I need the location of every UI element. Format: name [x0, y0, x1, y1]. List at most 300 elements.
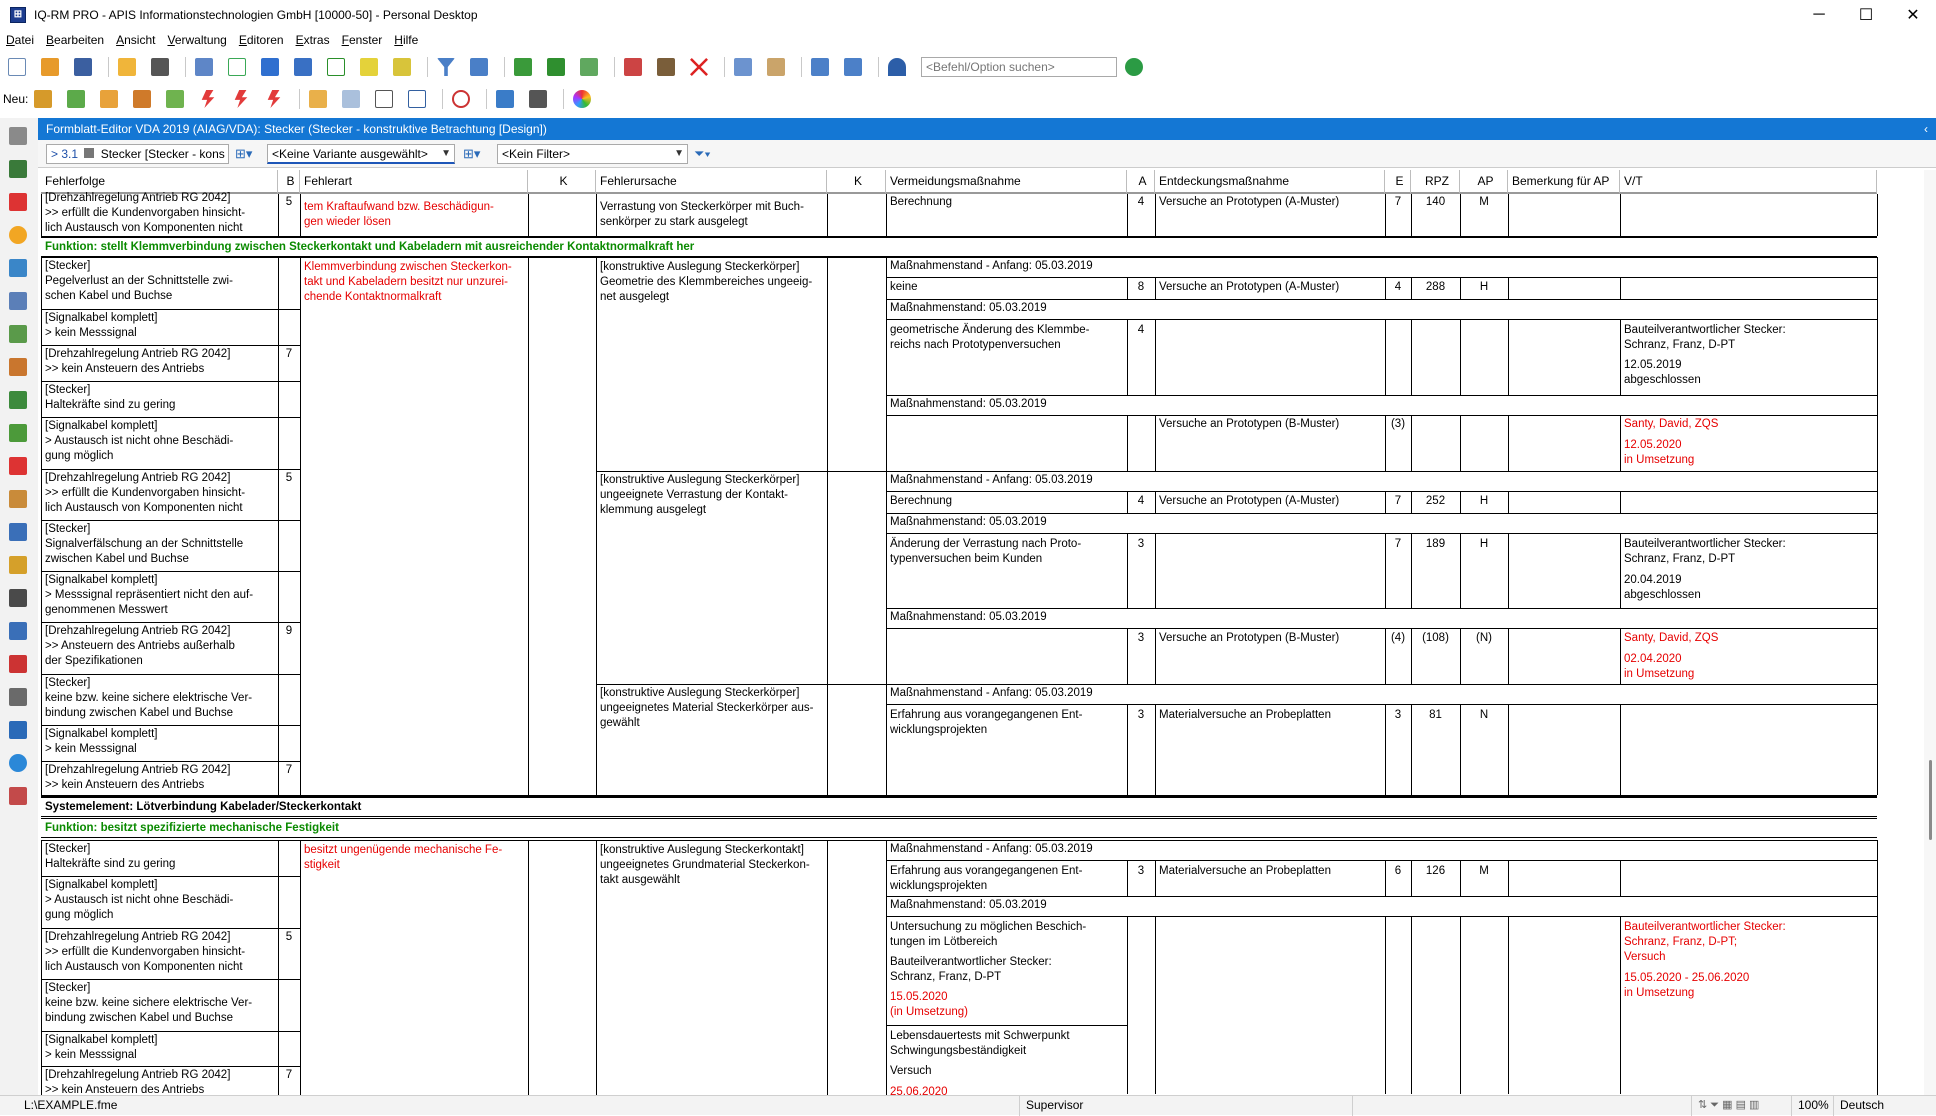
grid-line	[1411, 491, 1412, 513]
filter-settings-icon	[470, 58, 488, 76]
rpz-cell[interactable]: 288	[1425, 281, 1446, 293]
col-bemerkung-header[interactable]: Bemerkung für AP	[1508, 170, 1620, 194]
side-info-button[interactable]	[5, 751, 31, 775]
note-button[interactable]	[356, 55, 382, 79]
side-struct-button[interactable]	[5, 355, 31, 379]
side-add-button[interactable]	[5, 190, 31, 214]
function-row[interactable]: Funktion: besitzt spezifizierte mechanische Festigkeit	[41, 818, 1877, 838]
col-fehlerart-header[interactable]: Fehlerart	[300, 170, 528, 194]
measure-status-row[interactable]: Maßnahmenstand - Anfang: 05.03.2019	[890, 474, 1093, 486]
variant-tree-icon[interactable]: ⊞▾	[463, 145, 481, 161]
failure-effect-cell[interactable]: [Drehzahlregelung Antrieb RG 2042] >> erfüllt die Kundenvorgaben hinsicht- lich Austausch von Komponenten nicht	[45, 192, 246, 234]
menu-verwaltung[interactable]: Verwaltung	[167, 33, 227, 47]
ap-cell[interactable]: M	[1479, 196, 1489, 208]
xs-icon	[327, 58, 345, 76]
failure-cause-cell[interactable]: [konstruktive Auslegung Steckerkörper] ungeeignete Verrastung der Kontakt- klemmung ausgelegt	[600, 474, 800, 516]
minimize-button[interactable]: ─	[1813, 6, 1825, 23]
failure-effect-cell[interactable]: [Drehzahlregelung Antrieb RG 2042] >> kein Ansteuern des Antriebs	[45, 348, 231, 375]
status-icons[interactable]: ⇅ ⏷ ▦ ▤ ▥	[1692, 1096, 1792, 1116]
menu-ansicht[interactable]: Ansicht	[116, 33, 156, 47]
status-cell[interactable]: 25.06.2020	[890, 1086, 948, 1095]
severity-cell[interactable]: 7	[285, 1069, 293, 1081]
element-icon	[34, 90, 52, 108]
prevention-cell[interactable]: keine	[890, 281, 918, 293]
detection-cell[interactable]: 6	[1394, 865, 1402, 877]
ap-cell[interactable]: H	[1479, 495, 1489, 507]
grid-line	[1385, 277, 1386, 299]
failure-cause-cell[interactable]: [konstruktive Auslegung Steckerkörper] ungeeignetes Material Steckerkörper aus- gewählt	[600, 687, 814, 729]
rpz-cell[interactable]: 81	[1429, 709, 1442, 721]
side-func-net-button[interactable]	[5, 421, 31, 445]
filter-funnel-icon[interactable]: ⏷▾	[694, 145, 711, 161]
overview-icon	[9, 127, 27, 145]
status-cell[interactable]: 20.04.2019 abgeschlossen	[1624, 574, 1701, 601]
row-border	[41, 876, 300, 877]
col-e-header[interactable]: E	[1385, 170, 1411, 194]
col-rpz-header[interactable]: RPZ	[1411, 170, 1460, 194]
status-cell[interactable]: 15.05.2020 - 25.06.2020 in Umsetzung	[1624, 972, 1750, 999]
grid-line	[1155, 533, 1156, 608]
side-bar-chart-button[interactable]	[5, 652, 31, 676]
sort-az-icon	[261, 58, 279, 76]
occurrence-cell[interactable]: 3	[1137, 709, 1145, 721]
checklist-icon	[195, 58, 213, 76]
side-checklist-button[interactable]	[5, 256, 31, 280]
find-button[interactable]	[404, 87, 430, 111]
structure-tree-icon	[9, 358, 27, 376]
navigation-combo[interactable]	[46, 144, 229, 164]
severity-cell[interactable]: 5	[285, 931, 293, 943]
editor-title: Formblatt-Editor VDA 2019 (AIAG/VDA): Stecker (Stecker - konstruktive Betrachtung [Design])	[46, 122, 547, 136]
note2-button[interactable]	[389, 55, 415, 79]
new-failure-button[interactable]	[195, 87, 221, 111]
arrow-down-icon	[844, 58, 862, 76]
detection-measure-cell[interactable]: Materialversuche an Probeplatten	[1159, 865, 1331, 877]
grid-line	[1460, 916, 1461, 1094]
new-failure2-button[interactable]	[228, 87, 254, 111]
responsible-cell[interactable]: Bauteilverantwortlicher Stecker: Schranz, Franz, D-PT	[1624, 538, 1786, 565]
grid-line	[1411, 194, 1412, 236]
side-chart-button[interactable]	[5, 553, 31, 577]
measure-status-row[interactable]: Maßnahmenstand: 05.03.2019	[890, 899, 1047, 911]
structure-button[interactable]	[525, 87, 551, 111]
row-border	[41, 309, 300, 310]
grid-line	[596, 257, 597, 795]
failure-mode-cell[interactable]: besitzt ungenügende mechanische Fe- stigkeit	[304, 844, 503, 871]
failure-effect-cell[interactable]: [Drehzahlregelung Antrieb RG 2042] >> Ansteuern des Antriebs außerhalb der Spezifikationen	[45, 625, 235, 667]
color-button[interactable]	[569, 87, 595, 111]
failure-effect-cell[interactable]: [Signalkabel komplett] > kein Messsignal	[45, 312, 158, 339]
collapse-icon[interactable]: ‹	[1924, 122, 1928, 136]
toolbar-separator	[299, 89, 300, 109]
side-blocks-button[interactable]	[5, 487, 31, 511]
detection-cell[interactable]: 3	[1394, 709, 1402, 721]
doc-icon	[100, 90, 118, 108]
new-measure-button[interactable]	[162, 87, 188, 111]
col-b-header[interactable]: B	[278, 170, 300, 194]
severity-cell[interactable]: 7	[285, 764, 293, 776]
export-button[interactable]	[114, 55, 140, 79]
failure-effect-cell[interactable]: [Stecker] keine bzw. keine sichere elektrische Ver- bindung zwischen Kabel und Buchse	[45, 982, 253, 1024]
close-button[interactable]: ✕	[1906, 7, 1920, 24]
save-button[interactable]	[70, 55, 96, 79]
failure-effect-cell[interactable]: [Drehzahlregelung Antrieb RG 2042] >> erfüllt die Kundenvorgaben hinsicht- lich Austausch von Komponenten nicht	[45, 472, 246, 514]
new-file-icon	[8, 58, 26, 76]
save-icon	[74, 58, 92, 76]
undo-button[interactable]	[884, 55, 910, 79]
grid-line	[1127, 194, 1128, 236]
detection-measure-cell[interactable]: Versuche an Prototypen (A-Muster)	[1159, 495, 1340, 507]
move-up-button[interactable]	[807, 55, 833, 79]
row-border	[886, 704, 1877, 705]
grid-line	[528, 194, 529, 236]
command-search-input[interactable]	[921, 57, 1117, 77]
grid-line	[1385, 491, 1386, 513]
prevention-cell[interactable]: Änderung der Verrastung nach Proto- typenversuchen beim Kunden	[890, 538, 1082, 565]
grid-line	[300, 840, 301, 1095]
side-grid-button[interactable]	[5, 619, 31, 643]
nav-item: Stecker [Stecker - kons	[100, 146, 225, 161]
measure-icon	[166, 90, 184, 108]
failure-cause-cell[interactable]: Verrastung von Steckerkörper mit Buch- senkörper zu stark ausgelegt	[600, 201, 804, 228]
side-person-button[interactable]	[5, 718, 31, 742]
side-form-button[interactable]	[5, 520, 31, 544]
new-cause-button[interactable]	[129, 87, 155, 111]
insert-row-button[interactable]	[510, 55, 536, 79]
ap-cell[interactable]: M	[1479, 865, 1489, 877]
measure-status-row[interactable]: Maßnahmenstand: 05.03.2019	[890, 302, 1047, 314]
table-icon	[294, 58, 312, 76]
variant-combo[interactable]	[267, 144, 455, 164]
rpz-cell[interactable]: (108)	[1422, 632, 1449, 644]
col-ap-header[interactable]: AP	[1460, 170, 1508, 194]
form-button[interactable]	[305, 87, 331, 111]
failure-effect-cell[interactable]: [Signalkabel komplett] > Austausch ist nicht ohne Beschädi- gung möglich	[45, 420, 234, 462]
clock-doc-icon	[9, 292, 27, 310]
new-failure3-button[interactable]	[261, 87, 287, 111]
detection-cell[interactable]: 4	[1394, 281, 1402, 293]
status-cell[interactable]: 12.05.2020 in Umsetzung	[1624, 439, 1695, 466]
grid-line	[1620, 860, 1621, 896]
scroll-thumb[interactable]	[1929, 760, 1932, 840]
side-report-button[interactable]	[5, 685, 31, 709]
filter-combo[interactable]	[497, 144, 688, 164]
prevention-cell[interactable]: Erfahrung aus vorangegangenen Ent- wicklungsprojekten	[890, 709, 1083, 736]
row-border	[886, 628, 1877, 629]
find-doc-icon	[408, 90, 426, 108]
menu-extras[interactable]: Extras	[295, 33, 330, 47]
col-a-header[interactable]: A	[1127, 170, 1155, 194]
delete-button[interactable]	[686, 55, 712, 79]
insert-child-button[interactable]	[576, 55, 602, 79]
blocks-icon	[9, 490, 27, 508]
ap-cell[interactable]: (N)	[1476, 632, 1492, 644]
grid-line	[1411, 277, 1412, 299]
insert-column-icon	[547, 58, 565, 76]
rpz-cell[interactable]: 189	[1425, 538, 1446, 550]
grid-line	[1127, 491, 1128, 513]
menu-editoren[interactable]: Editoren	[238, 33, 284, 47]
col-fehlerursache-header[interactable]: Fehlerursache	[596, 170, 827, 194]
grid-line	[1508, 533, 1509, 608]
grid-line	[1411, 533, 1412, 608]
grid-line	[278, 194, 279, 236]
paste-button[interactable]	[763, 55, 789, 79]
grid-line	[1385, 704, 1386, 795]
failure-effect-cell[interactable]: [Signalkabel komplett] > Messsignal repräsentiert nicht den auf- genommenen Messwert	[45, 574, 254, 616]
severity-cell[interactable]: 5	[285, 196, 293, 208]
grid-line	[1620, 491, 1621, 513]
row-border	[41, 469, 300, 470]
responsible-cell[interactable]: Santy, David, ZQS	[1624, 632, 1719, 644]
table-menu-button[interactable]	[620, 55, 646, 79]
status-file-path: L:\EXAMPLE.fme	[0, 1096, 1020, 1116]
new-file-button[interactable]	[4, 55, 30, 79]
responsible-cell[interactable]: Bauteilverantwortlicher Stecker: Schranz, Franz, D-PT; Versuch	[1624, 921, 1786, 963]
detection-measure-cell[interactable]: Versuche an Prototypen (B-Muster)	[1159, 632, 1340, 644]
grid-line	[1460, 860, 1461, 896]
detection-cell[interactable]: 7	[1394, 196, 1402, 208]
ap-cell[interactable]: H	[1479, 281, 1489, 293]
move-down-button[interactable]	[840, 55, 866, 79]
prevention-cell[interactable]: Berechnung	[890, 495, 953, 507]
prevention-cell[interactable]: Lebensdauertests mit Schwerpunkt Schwingungsbeständigkeit	[890, 1030, 1070, 1057]
filter-button[interactable]	[433, 55, 459, 79]
copy-form-button[interactable]	[338, 87, 364, 111]
grid-line	[278, 840, 279, 1095]
prevention-cell[interactable]: Untersuchung zu möglichen Beschich- tungen im Lötbereich	[890, 921, 1087, 948]
menu-datei[interactable]: Datei	[6, 33, 35, 47]
detection-cell[interactable]: (4)	[1390, 632, 1406, 644]
grid-line	[1877, 257, 1878, 795]
col-fehlerfolge-header[interactable]: Fehlerfolge	[41, 170, 278, 194]
detection-cell[interactable]: 7	[1394, 538, 1402, 550]
detection-cell[interactable]: 7	[1394, 495, 1402, 507]
failure-effect-cell[interactable]: [Drehzahlregelung Antrieb RG 2042] >> kein Ansteuern des Antriebs	[45, 764, 231, 791]
col-vt-header[interactable]: V/T	[1620, 170, 1877, 194]
side-help-button[interactable]	[5, 223, 31, 247]
grid-line	[41, 840, 42, 1095]
measure-status-row[interactable]: Maßnahmenstand - Anfang: 05.03.2019	[890, 687, 1093, 699]
block-button[interactable]	[448, 87, 474, 111]
edit-button[interactable]	[653, 55, 679, 79]
failure-effect-cell[interactable]: [Signalkabel komplett] > kein Messsignal	[45, 1034, 158, 1061]
grid-line	[1508, 194, 1509, 236]
failure-effect-cell[interactable]: [Stecker] keine bzw. keine sichere elektrische Ver- bindung zwischen Kabel und Buchse	[45, 677, 253, 719]
failure-effect-cell[interactable]: [Stecker] Haltekräfte sind zu gering	[45, 384, 176, 411]
failure-mode-cell[interactable]: tem Kraftaufwand bzw. Beschädigun- gen wieder lösen	[304, 201, 494, 228]
row-border	[886, 860, 1877, 861]
failure-effect-cell[interactable]: [Signalkabel komplett] > kein Messsignal	[45, 728, 158, 755]
grid-line	[1508, 415, 1509, 471]
filter-value: <Kein Filter>	[502, 146, 571, 161]
failure-effect-cell[interactable]: [Signalkabel komplett] > Austausch ist nicht ohne Beschädi- gung möglich	[45, 879, 234, 921]
search-go-button[interactable]	[1121, 55, 1147, 79]
grid-line	[1508, 277, 1509, 299]
failure-cause-cell[interactable]: [konstruktive Auslegung Steckerkontakt] ungeeignetes Grundmaterial Steckerkon- takt ausgewählt	[600, 844, 810, 886]
toolbar-separator	[486, 89, 487, 109]
function-row[interactable]: Funktion: stellt Klemmverbindung zwischen Steckerkontakt und Kabeladern mit ausreichender Kontaktnormalkraft her	[41, 237, 1877, 257]
detection-measure-cell[interactable]: Materialversuche an Probeplatten	[1159, 709, 1331, 721]
row-border	[886, 491, 1877, 492]
grid-line	[1411, 916, 1412, 1094]
severity-cell[interactable]: 7	[285, 348, 293, 360]
status-cell[interactable]: 02.04.2020 in Umsetzung	[1624, 653, 1695, 680]
prevention-cell[interactable]: Berechnung	[890, 196, 953, 208]
grid-line	[41, 257, 42, 795]
grid-line	[1877, 194, 1878, 236]
row-border	[41, 761, 300, 762]
new-function-button[interactable]	[63, 87, 89, 111]
prevention-cell[interactable]: geometrische Änderung des Klemmbe- reichs nach Prototypenversuchen	[890, 324, 1090, 351]
grid-line	[1508, 628, 1509, 684]
detection-measure-cell[interactable]: Versuche an Prototypen (A-Muster)	[1159, 196, 1340, 208]
row-border	[886, 1025, 1127, 1026]
add-form-icon	[9, 193, 27, 211]
check-button[interactable]	[191, 55, 217, 79]
side-overview-button[interactable]	[5, 124, 31, 148]
severity-cell[interactable]: 9	[285, 625, 293, 637]
toolbar-separator	[442, 89, 443, 109]
tree-filter-icon[interactable]: ⊞▾	[235, 145, 253, 161]
responsible-cell[interactable]: Versuch	[890, 1065, 932, 1077]
block-icon	[452, 90, 470, 108]
side-list-button[interactable]	[5, 157, 31, 181]
rpz-cell[interactable]: 252	[1425, 495, 1446, 507]
occurrence-cell[interactable]: 3	[1137, 538, 1145, 550]
status-cell[interactable]: 12.05.2019 abgeschlossen	[1624, 359, 1701, 386]
occurrence-cell[interactable]: 4	[1137, 495, 1145, 507]
row-border	[41, 674, 300, 675]
vertical-scrollbar[interactable]	[1924, 170, 1936, 1095]
tree-button[interactable]	[492, 87, 518, 111]
failure-effect-cell[interactable]: [Drehzahlregelung Antrieb RG 2042] >> erfüllt die Kundenvorgaben hinsicht- lich Austausch von Komponenten nicht	[45, 931, 246, 973]
detection-measure-cell[interactable]: Versuche an Prototypen (A-Muster)	[1159, 281, 1340, 293]
open-button[interactable]	[37, 55, 63, 79]
grid-line	[1620, 704, 1621, 795]
failure-effect-cell[interactable]: [Stecker] Haltekräfte sind zu gering	[45, 843, 176, 870]
grid-line	[1155, 194, 1156, 236]
measure-status-row[interactable]: Maßnahmenstand - Anfang: 05.03.2019	[890, 843, 1093, 855]
responsible-cell[interactable]: Bauteilverantwortlicher Stecker: Schranz, Franz, D-PT	[890, 956, 1052, 983]
grid-line	[1877, 840, 1878, 1095]
grid-line	[1620, 533, 1621, 608]
side-text-button[interactable]	[5, 586, 31, 610]
row-border	[886, 916, 1877, 917]
sort-button[interactable]	[257, 55, 283, 79]
side-search-button[interactable]	[5, 784, 31, 808]
menu-hilfe[interactable]: Hilfe	[394, 33, 419, 47]
form-sheet-icon	[9, 523, 27, 541]
grid-line	[1155, 415, 1156, 471]
grid-line	[1385, 860, 1386, 896]
failure-effect-cell[interactable]: [Drehzahlregelung Antrieb RG 2042] >> kein Ansteuern des Antriebs	[45, 1069, 231, 1095]
severity-cell[interactable]: 5	[285, 472, 293, 484]
detection-measure-cell[interactable]: Versuche an Prototypen (B-Muster)	[1159, 418, 1340, 430]
failure-effect-cell[interactable]: [Stecker] Pegelverlust an der Schnittstelle zwi- schen Kabel und Buchse	[45, 260, 233, 302]
delete-x-icon	[690, 58, 708, 76]
side-hierarchy-button[interactable]	[5, 388, 31, 412]
paste-icon	[767, 58, 785, 76]
grid-line	[1508, 860, 1509, 896]
failure-cause-cell[interactable]: [konstruktive Auslegung Steckerkörper] Geometrie des Klemmbereiches ungeeig- net ausgelegt	[600, 261, 813, 303]
ap-cell[interactable]: N	[1479, 709, 1489, 721]
grid-line	[1411, 319, 1412, 395]
col-k2-header[interactable]: K	[827, 170, 886, 194]
side-fail-net-button[interactable]	[5, 454, 31, 478]
occurrence-cell[interactable]: 4	[1137, 196, 1145, 208]
status-zoom[interactable]: 100%	[1792, 1096, 1834, 1116]
grid-line	[596, 840, 597, 1095]
grid-line	[1127, 533, 1128, 608]
occurrence-cell[interactable]: 8	[1137, 281, 1145, 293]
chevron-down-icon: ▼	[674, 147, 684, 159]
side-clock-button[interactable]	[5, 289, 31, 313]
failure-mode-cell[interactable]: Klemmverbindung zwischen Steckerkon- takt und Kabeladern besitzt nur unzurei- chende Kontaktnormalkraft	[304, 261, 512, 303]
measure-status-row[interactable]: Maßnahmenstand: 05.03.2019	[890, 398, 1047, 410]
toolbar-separator	[108, 57, 109, 77]
measure-status-row[interactable]: Maßnahmenstand: 05.03.2019	[890, 516, 1047, 528]
table-button[interactable]	[290, 55, 316, 79]
col-entdeckung-header[interactable]: Entdeckungsmaßnahme	[1155, 170, 1385, 194]
xs-button[interactable]	[323, 55, 349, 79]
responsible-cell[interactable]: Bauteilverantwortlicher Stecker: Schranz, Franz, D-PT	[1624, 324, 1786, 351]
menu-bar	[0, 30, 1936, 50]
side-net-button[interactable]	[5, 322, 31, 346]
col-k1-header[interactable]: K	[528, 170, 596, 194]
print-button[interactable]	[147, 55, 173, 79]
grid-line	[886, 194, 887, 236]
menu-bearbeiten[interactable]: Bearbeiten	[46, 33, 105, 47]
grid-line	[1508, 319, 1509, 395]
grid-line	[528, 257, 529, 795]
insert-column-button[interactable]	[543, 55, 569, 79]
grid-line	[1385, 916, 1386, 1094]
occurrence-cell[interactable]: 3	[1137, 865, 1145, 877]
maximize-button[interactable]: ☐	[1858, 7, 1874, 24]
grid-line	[41, 194, 42, 236]
status-cell[interactable]: 15.05.2020 (in Umsetzung)	[890, 991, 968, 1018]
formula-button[interactable]	[224, 55, 250, 79]
hierarchy-icon	[9, 391, 27, 409]
responsible-cell[interactable]: Santy, David, ZQS	[1624, 418, 1719, 430]
undo-icon	[888, 58, 906, 76]
failure-effect-cell[interactable]: [Stecker] Signalverfälschung an der Schnittstelle zwischen Kabel und Buchse	[45, 523, 244, 565]
occurrence-cell[interactable]: 3	[1137, 632, 1145, 644]
grid-line	[1460, 704, 1461, 795]
detection-cell[interactable]: (3)	[1390, 418, 1406, 430]
export-icon	[118, 58, 136, 76]
grid-line	[596, 194, 597, 236]
new-element-button[interactable]	[30, 87, 56, 111]
side-toolbar	[0, 118, 38, 1096]
rpz-cell[interactable]: 140	[1425, 196, 1446, 208]
filter-edit-button[interactable]	[466, 55, 492, 79]
ap-cell[interactable]: H	[1479, 538, 1489, 550]
measure-status-row[interactable]: Maßnahmenstand: 05.03.2019	[890, 611, 1047, 623]
measure-status-row[interactable]: Maßnahmenstand - Anfang: 05.03.2019	[890, 260, 1093, 272]
copy-button[interactable]	[730, 55, 756, 79]
system-element-row[interactable]: Systemelement: Lötverbindung Kabelader/Steckerkontakt	[41, 797, 1877, 817]
new-doc-button[interactable]	[96, 87, 122, 111]
col-vermeidung-header[interactable]: Vermeidungsmaßnahme	[886, 170, 1127, 194]
prevention-cell[interactable]: Erfahrung aus vorangegangenen Ent- wicklungsprojekten	[890, 865, 1083, 892]
remove-button[interactable]	[371, 87, 397, 111]
menu-fenster[interactable]: Fenster	[341, 33, 383, 47]
occurrence-cell[interactable]: 4	[1137, 324, 1145, 336]
rpz-cell[interactable]: 126	[1425, 865, 1446, 877]
grid-line	[827, 257, 828, 795]
